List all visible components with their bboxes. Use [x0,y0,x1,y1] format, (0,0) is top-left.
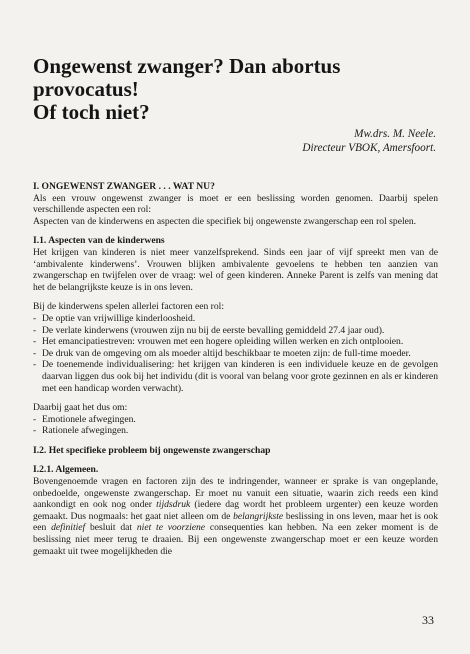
list-item: - De druk van de omgeving om als moeder altijd beschikbaar te moeten zijn: de full-time moeder. [33,348,438,360]
text-run: (iedere dag wordt het probleem urgenter) een keuze worden gemaakt. Dus nogmaals: het gaat niet alleen om de [33,499,438,522]
list-item: - Het emancipatiestreven: vrouwen met een hogere opleiding willen werken en zich ontplooien. [33,336,438,348]
section-1-2-1-paragraph [33,476,438,557]
section-heading-1-2: I.2. Het specifieke probleem bij ongewenste zwangerschap [33,444,271,456]
list-item: - De optie van vrijwillige kinderloosheid. [33,313,438,325]
text-run: beslissing in ons leven, maar het is ook een [33,510,438,534]
section-heading-1-2-1: I.2.1. Algemeen. [33,464,99,476]
section-1-1-paragraph-1: Het krijgen van kinderen is niet meer vanzelfsprekend. Sinds een jaar of vijf spreekt men van de ‘ambivalente kinderwens’. Vrouwen blijken ambivalente gevoelens te hebben ten aanzien van zwangerschap en twijfelen over de vraag: wel of geen kinderen. Anneke Parent is zelfs van mening dat het de belangrijkste keuze is in ons leven. [33,246,438,293]
section-1-paragraph-2: Aspecten van de kinderwens en aspecten die specifiek bij ongewenste zwangerschap een rol spelen. [33,215,417,227]
title-line-2: Of toch niet? [33,100,150,124]
article-body [33,181,438,557]
text-run: Bovengenoemde vragen en factoren zijn des te indringender, wanneer er sprake is van ongeplande, onbedoelde, ongewenste zwangerschap. Er moet nu vanuit een situatie, waarin zich reeds een kind aankondigt en ook nog onder [33,476,438,511]
emphasis: definitief [51,522,86,534]
emphasis: belangrijkste [233,510,284,522]
section-1-1-paragraph-3: Daarbij gaat het dus om: [33,402,128,414]
emphasis: niet te voorziene [136,522,206,534]
section-1-1-paragraph-2: Bij de kinderwens spelen allerlei factoren een rol: [33,301,224,313]
page-number: 33 [422,613,434,627]
list-item: - De toenemende individualisering: het krijgen van kinderen is een individuele keuze en de gevolgen daarvan liggen dus ook bij het individu (dit is vooral van belang voor grote gezinnen en als er kinderen met een handicap worden verwacht). [33,359,438,394]
section-heading-1-1: I.1. Aspecten van de kinderwens [33,235,165,247]
list-item: - De verlate kinderwens (vrouwen zijn nu bij de eerste bevalling gemiddeld 27.4 jaar oud). [33,325,438,337]
list-item: - Emotionele afwegingen. [33,414,438,426]
author-name: Mw.drs. M. Neele. [354,128,436,140]
section-heading-1: I. ONGEWENST ZWANGER . . . WAT NU? [33,181,215,192]
text-run: besluit dat [85,522,137,534]
emphasis: tijdsdruk [156,499,191,511]
title-line-1: Ongewenst zwanger? Dan abortus provocatus! [33,54,341,101]
consideration-list [33,414,438,437]
list-item: - Rationele afwegingen. [33,425,438,437]
factor-list [33,313,438,394]
section-1-paragraph-1: Als een vrouw ongewenst zwanger is moet er een beslissing worden genomen. Daarbij spelen verschillende aspecten een rol: [33,192,438,216]
text-run: consequenties kan hebben. Na een zeker moment is de beslissing niet meer terug te draaien. Bij een ongewenste zwangerschap moet er een keuze worden gemaakt uit twee mogelijkheden die [33,522,439,557]
author-block [302,127,436,155]
article-title [33,55,433,124]
author-role: Directeur VBOK, Amersfoort. [302,142,436,154]
